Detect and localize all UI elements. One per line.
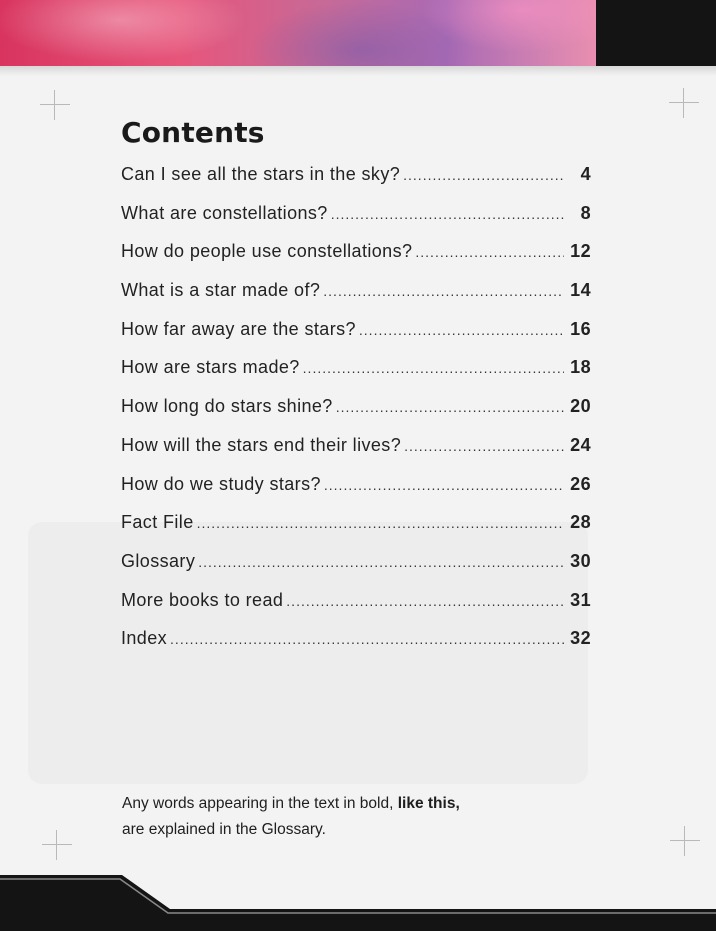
toc-entry-page: 18 — [570, 357, 591, 378]
toc-entry — [121, 319, 591, 358]
toc-entry-page: 20 — [570, 396, 591, 417]
toc-entry-page: 12 — [570, 241, 591, 262]
header-shadow — [0, 66, 716, 76]
toc-entry-page: 32 — [570, 628, 591, 649]
toc-entry — [121, 203, 591, 242]
toc-entry-title: How do we study stars? — [121, 473, 321, 494]
page-title: Contents — [121, 116, 265, 149]
toc-entry — [121, 280, 591, 319]
toc-dot-leader — [336, 399, 564, 415]
toc-dot-leader — [359, 322, 564, 338]
toc-entry-title: How will the stars end their lives? — [121, 434, 402, 455]
toc-entry-title: Index — [121, 628, 168, 649]
toc-entry-title: Fact File — [121, 512, 194, 533]
toc-entry-title: Glossary — [121, 550, 196, 571]
toc-entry-page: 16 — [570, 318, 591, 339]
toc-entry-title: More books to read — [121, 589, 284, 610]
toc-entry-page: 8 — [580, 202, 591, 223]
toc-entry-title: How long do stars shine? — [121, 396, 333, 417]
crop-mark-top-left — [40, 90, 70, 120]
toc-entry-page: 26 — [570, 473, 591, 494]
toc-entry — [121, 474, 591, 513]
toc-entry-title: Can I see all the stars in the sky? — [121, 164, 401, 184]
toc-entry — [121, 628, 591, 667]
toc-entry-title: What is a star made of? — [121, 280, 321, 301]
toc-list — [121, 164, 591, 667]
toc-dot-leader — [198, 554, 564, 570]
toc-dot-leader — [286, 593, 564, 609]
note-bold-example: like this, — [397, 795, 460, 812]
toc-dot-leader — [303, 360, 564, 376]
toc-entry-page: 24 — [570, 434, 591, 455]
header-image-strip — [0, 0, 596, 66]
toc-dot-leader — [197, 515, 564, 531]
toc-entry — [121, 435, 591, 474]
toc-entry-page: 31 — [570, 589, 591, 610]
glossary-note — [122, 791, 592, 843]
footer-bar — [0, 875, 716, 931]
toc-entry — [121, 396, 591, 435]
toc-entry-title: How are stars made? — [121, 357, 300, 378]
contents-section — [121, 110, 591, 667]
toc-dot-leader — [170, 631, 564, 647]
toc-dot-leader — [323, 283, 564, 299]
toc-entry — [121, 241, 591, 280]
toc-entry — [121, 590, 591, 629]
toc-entry-title: How do people use constellations? — [121, 241, 413, 262]
toc-entry-title: How far away are the stars? — [121, 318, 356, 339]
toc-dot-leader — [415, 244, 564, 260]
crop-mark-bottom-left — [42, 830, 72, 860]
note-text: Any words appearing in the text in bold, — [122, 795, 398, 812]
note-text-end: are explained in the Glossary. — [122, 821, 326, 838]
toc-entry-title: What are constellations? — [121, 202, 328, 223]
toc-entry — [121, 512, 591, 551]
toc-dot-leader — [324, 477, 564, 493]
toc-entry — [121, 164, 591, 203]
toc-dot-leader — [331, 206, 564, 222]
toc-dot-leader — [404, 438, 564, 454]
toc-entry-page: 28 — [570, 512, 591, 533]
toc-dot-leader — [403, 167, 564, 183]
toc-entry-page: 14 — [570, 280, 591, 301]
toc-entry-page: 4 — [580, 164, 591, 184]
crop-mark-bottom-right — [670, 826, 700, 856]
toc-entry — [121, 551, 591, 590]
header-dark-corner — [596, 0, 716, 66]
crop-mark-top-right — [669, 88, 699, 118]
toc-entry-page: 30 — [570, 550, 591, 571]
toc-entry — [121, 357, 591, 396]
